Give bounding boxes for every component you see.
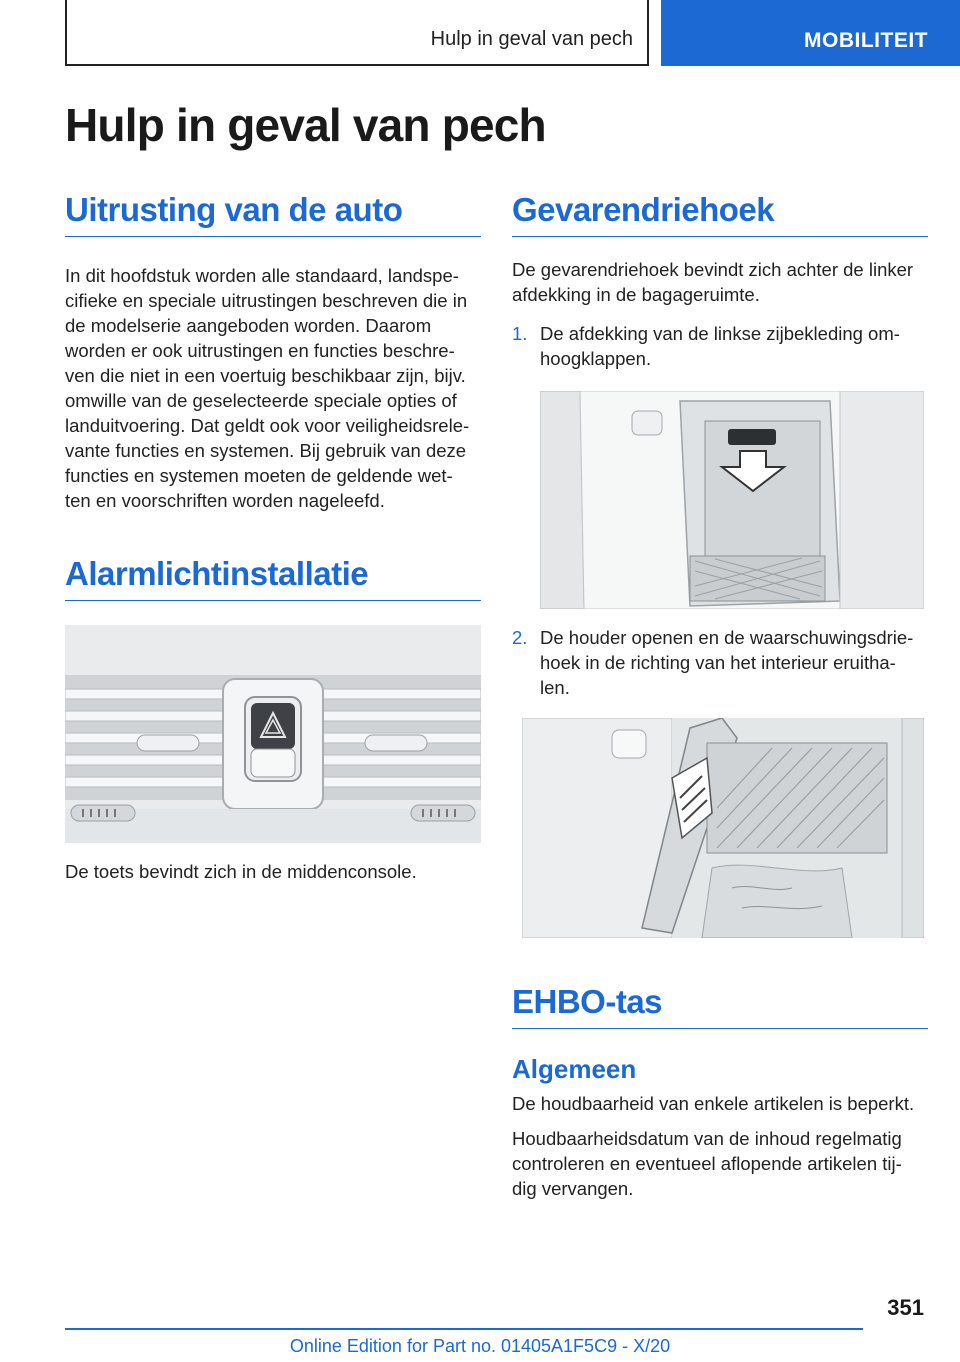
running-header-title: Hulp in geval van pech bbox=[430, 28, 633, 50]
side-trim-figure bbox=[540, 391, 924, 609]
right-column bbox=[512, 190, 928, 1201]
chapter-tab-label: MOBILITEIT bbox=[804, 29, 928, 52]
section-heading-equipment: Uitrusting van de auto bbox=[65, 190, 481, 237]
subheading-general: Algemeen bbox=[512, 1054, 637, 1084]
equipment-paragraph bbox=[65, 263, 481, 513]
chapter-tab[interactable] bbox=[661, 0, 960, 66]
step-text bbox=[540, 321, 928, 371]
paragraph-line: de modelserie aangeboden worden. Daarom bbox=[65, 315, 432, 336]
triangle-holder-illustration bbox=[522, 718, 924, 938]
paragraph-line: Houdbaarheidsdatum van de inhoud regelmatig bbox=[512, 1128, 902, 1149]
paragraph-line: vante functies en systemen. Bij gebruik van deze bbox=[65, 440, 467, 461]
hazard-caption: De toets bevindt zich in de middenconsole. bbox=[65, 861, 417, 882]
section-heading-warning-triangle: Gevarendriehoek bbox=[512, 190, 928, 237]
paragraph-line: functies en systemen moeten de geldende wet- bbox=[65, 465, 453, 486]
paragraph-line: omwille van de geselecteerde speciale opties of bbox=[65, 390, 457, 411]
running-header bbox=[65, 0, 649, 66]
step-line: len. bbox=[540, 677, 570, 698]
step-number: 2. bbox=[512, 627, 528, 648]
paragraph-line: controleren en eventueel aflopende artikelen tij- bbox=[512, 1153, 902, 1174]
page-number: 351 bbox=[887, 1295, 924, 1320]
section-heading-hazard-lights: Alarmlichtinstallatie bbox=[65, 554, 481, 601]
warning-triangle-intro bbox=[512, 257, 928, 307]
edition-footer: Online Edition for Part no. 01405A1F5C9 - X/20 bbox=[289, 1336, 671, 1356]
first-aid-paragraph-2 bbox=[512, 1126, 928, 1201]
step-line: hoek in de richting van het interieur eruitha- bbox=[540, 652, 896, 673]
step-item bbox=[512, 321, 928, 371]
step-item bbox=[512, 625, 928, 700]
step-line: De afdekking van de linkse zijbekleding om- bbox=[540, 323, 900, 344]
paragraph-line: cifieke en speciale uitrustingen beschreven die in bbox=[65, 290, 468, 311]
step-line: hoogklappen. bbox=[540, 348, 652, 369]
paragraph-line: dig vervangen. bbox=[512, 1178, 634, 1199]
page-title: Hulp in geval van pech bbox=[65, 99, 546, 151]
side-trim-illustration bbox=[540, 391, 924, 609]
first-aid-paragraph-1: De houdbaarheid van enkele artikelen is beperkt. bbox=[512, 1093, 915, 1114]
step-line: De houder openen en de waarschuwingsdrie- bbox=[540, 627, 914, 648]
step-number: 1. bbox=[512, 323, 528, 344]
paragraph-line: landuitvoering. Dat geldt ook voor veiligheidsrele- bbox=[65, 415, 470, 436]
paragraph-line: In dit hoofdstuk worden alle standaard, landspe- bbox=[65, 265, 459, 286]
hazard-button-illustration bbox=[65, 625, 481, 843]
paragraph-line: afdekking in de bagageruimte. bbox=[512, 284, 760, 305]
paragraph-line: ven die niet in een voertuig beschikbaar zijn, bijv. bbox=[65, 365, 466, 386]
triangle-holder-figure bbox=[522, 718, 924, 938]
hazard-button-figure bbox=[65, 625, 481, 843]
section-heading-first-aid: EHBO-tas bbox=[512, 982, 928, 1029]
left-column bbox=[65, 190, 481, 884]
footer-divider bbox=[65, 1328, 863, 1330]
step-text bbox=[540, 625, 928, 700]
paragraph-line: worden er ook uitrustingen en functies beschre- bbox=[65, 340, 455, 361]
paragraph-line: ten en voorschriften worden nageleefd. bbox=[65, 490, 385, 511]
paragraph-line: De gevarendriehoek bevindt zich achter de linker bbox=[512, 259, 914, 280]
